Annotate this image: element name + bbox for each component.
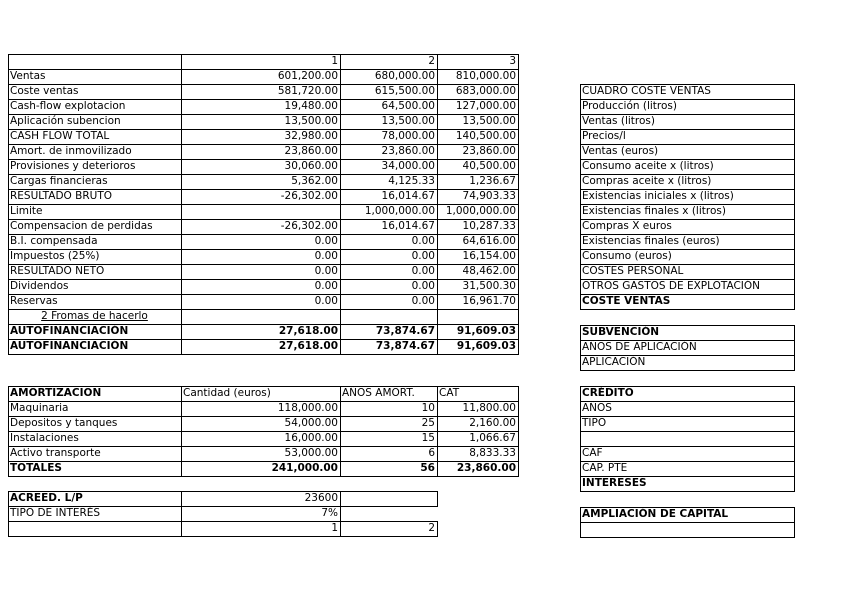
amort-value: 10 bbox=[421, 402, 435, 414]
autofin-value: 91,609.03 bbox=[456, 340, 516, 352]
grid-line bbox=[8, 476, 519, 477]
cuadro-item: Producción (litros) bbox=[582, 100, 677, 112]
grid-line bbox=[580, 309, 795, 310]
value-cell: 31,500.30 bbox=[462, 280, 516, 292]
grid-line bbox=[794, 507, 795, 538]
value-cell: 0.00 bbox=[411, 250, 435, 262]
credito-item: CAP. PTE bbox=[582, 462, 628, 474]
amort-total-label: TOTALES bbox=[10, 462, 62, 474]
credito-item: CAF bbox=[582, 447, 603, 459]
grid-line bbox=[8, 536, 438, 537]
value-cell: 78,000.00 bbox=[381, 130, 435, 142]
value-cell: 4,125.33 bbox=[388, 175, 435, 187]
tipo-interes-value: 7% bbox=[321, 507, 338, 519]
row-label: B.I. compensada bbox=[10, 235, 98, 247]
amort-total-value: 56 bbox=[420, 462, 435, 474]
amort-value: 16,000.00 bbox=[284, 432, 338, 444]
value-cell: 16,014.67 bbox=[381, 190, 435, 202]
cuadro-item: Ventas (euros) bbox=[582, 145, 659, 157]
subvencion-item: SUBVENCIÓN bbox=[582, 326, 660, 338]
cuadro-item: Existencias finales (euros) bbox=[582, 235, 720, 247]
value-cell: 680,000.00 bbox=[374, 70, 435, 82]
cuadro-item: Consumo aceite x (litros) bbox=[582, 160, 714, 172]
row-label: Aplicación subencion bbox=[10, 115, 121, 127]
row-label: RESULTADO NETO bbox=[10, 265, 105, 277]
value-cell: 601,200.00 bbox=[277, 70, 338, 82]
cuadro-item: Compras X euros bbox=[582, 220, 672, 232]
value-cell: 64,500.00 bbox=[381, 100, 435, 112]
value-cell: 0.00 bbox=[314, 280, 338, 292]
value-cell: 23,860.00 bbox=[284, 145, 338, 157]
amort-value: 118,000.00 bbox=[277, 402, 338, 414]
autofin-value: 27,618.00 bbox=[278, 340, 338, 352]
formas-note: 2 Fromas de hacerlo bbox=[41, 310, 148, 322]
value-cell: 140,500.00 bbox=[455, 130, 516, 142]
value-cell: 0.00 bbox=[411, 235, 435, 247]
amort-value: 25 bbox=[421, 417, 435, 429]
tipo-interes-label: TIPO DE INTERÉS bbox=[10, 507, 101, 519]
row-label: CASH FLOW TOTAL bbox=[10, 130, 110, 142]
value-cell: 0.00 bbox=[411, 295, 435, 307]
cuadro-item: Ventas (litros) bbox=[582, 115, 655, 127]
amort-value: 11,800.00 bbox=[462, 402, 516, 414]
value-cell: 16,154.00 bbox=[462, 250, 516, 262]
value-cell: 0.00 bbox=[314, 265, 338, 277]
value-cell: 0.00 bbox=[314, 250, 338, 262]
autofin-value: 91,609.03 bbox=[456, 325, 516, 337]
cuadro-item: Compras aceite x (litros) bbox=[582, 175, 712, 187]
amort-header: AMORTIZACION bbox=[10, 387, 102, 399]
value-cell: 615,500.00 bbox=[374, 85, 435, 97]
amort-header: Cantidad (euros) bbox=[183, 387, 271, 399]
grid-line bbox=[580, 370, 795, 371]
amort-label: Instalaciones bbox=[10, 432, 79, 444]
grid-line bbox=[580, 537, 795, 538]
value-cell: 23,860.00 bbox=[462, 145, 516, 157]
amort-value: 8,833.33 bbox=[469, 447, 516, 459]
value-cell: 23,860.00 bbox=[381, 145, 435, 157]
row-label: Coste ventas bbox=[10, 85, 79, 97]
credito-item: AÑOS bbox=[582, 402, 612, 414]
row-label: Cash-flow explotacion bbox=[10, 100, 126, 112]
amort-header: AÑOS AMORT. bbox=[342, 387, 415, 399]
autofin-value: 73,874.67 bbox=[375, 340, 435, 352]
autofin-value: 27,618.00 bbox=[278, 325, 338, 337]
ampliacion-capital-label: AMPLIACIÓN DE CAPITAL bbox=[582, 508, 729, 520]
value-cell: 48,462.00 bbox=[462, 265, 516, 277]
subvencion-item: AÑOS DE APLICACIÓN bbox=[582, 341, 697, 353]
value-cell: 1,236.67 bbox=[469, 175, 516, 187]
grid-line bbox=[8, 354, 519, 355]
cuadro-item: Consumo (euros) bbox=[582, 250, 672, 262]
value-cell: 64,616.00 bbox=[462, 235, 516, 247]
value-cell: 0.00 bbox=[314, 235, 338, 247]
value-cell: 30,060.00 bbox=[284, 160, 338, 172]
amort-value: 53,000.00 bbox=[284, 447, 338, 459]
value-cell: 19,480.00 bbox=[284, 100, 338, 112]
grid-line bbox=[437, 491, 438, 507]
value-cell: -26,302.00 bbox=[280, 190, 338, 202]
value-cell: 16,014.67 bbox=[381, 220, 435, 232]
amort-total-value: 23,860.00 bbox=[456, 462, 516, 474]
amort-header: CAT bbox=[439, 387, 460, 399]
autofin-value: 73,874.67 bbox=[375, 325, 435, 337]
value-cell: 10,287.33 bbox=[462, 220, 516, 232]
cuadro-item: OTROS GASTOS DE EXPLOTACIÓN bbox=[582, 280, 761, 292]
row-label: Impuestos (25%) bbox=[10, 250, 100, 262]
cuadro-item: CUADRO COSTE VENTAS bbox=[582, 85, 711, 97]
intereses-label: INTERESES bbox=[582, 477, 647, 489]
grid-line bbox=[794, 325, 795, 371]
amort-value: 2,160.00 bbox=[469, 417, 516, 429]
amort-value: 15 bbox=[421, 432, 435, 444]
col-header: 3 bbox=[509, 55, 516, 67]
subvencion-item: APLICACIÓN bbox=[582, 356, 646, 368]
value-cell: 13,500.00 bbox=[284, 115, 338, 127]
row-label: Provisiones y deterioros bbox=[10, 160, 136, 172]
cuadro-item: Existencias finales x (litros) bbox=[582, 205, 726, 217]
row-label: RESULTADO BRUTO bbox=[10, 190, 113, 202]
amort-value: 1,066.67 bbox=[469, 432, 516, 444]
value-cell: 0.00 bbox=[411, 265, 435, 277]
row-label: Dividendos bbox=[10, 280, 69, 292]
row-label: Cargas financieras bbox=[10, 175, 108, 187]
value-cell: 127,000.00 bbox=[455, 100, 516, 112]
grid-line bbox=[794, 386, 795, 492]
amort-total-value: 241,000.00 bbox=[271, 462, 338, 474]
value-cell: 0.00 bbox=[314, 295, 338, 307]
amort-value: 6 bbox=[428, 447, 435, 459]
row-label: Reservas bbox=[10, 295, 58, 307]
autofin-label: AUTOFINANCIACIÓN bbox=[10, 325, 129, 337]
value-cell: 581,720.00 bbox=[277, 85, 338, 97]
value-cell: 5,362.00 bbox=[291, 175, 338, 187]
value-cell: 0.00 bbox=[411, 280, 435, 292]
value-cell: 40,500.00 bbox=[462, 160, 516, 172]
col-header: 2 bbox=[428, 55, 435, 67]
value-cell: -26,302.00 bbox=[280, 220, 338, 232]
acreed-value: 23600 bbox=[304, 492, 338, 504]
period-1: 1 bbox=[331, 522, 338, 534]
period-2: 2 bbox=[428, 522, 435, 534]
row-label: Amort. de inmovilizado bbox=[10, 145, 132, 157]
value-cell: 13,500.00 bbox=[462, 115, 516, 127]
amort-value: 54,000.00 bbox=[284, 417, 338, 429]
coste-ventas-label: COSTE VENTAS bbox=[582, 295, 671, 307]
amort-label: Depositos y tanques bbox=[10, 417, 118, 429]
grid-line bbox=[437, 521, 438, 537]
value-cell: 13,500.00 bbox=[381, 115, 435, 127]
cuadro-item: Precios/l bbox=[582, 130, 626, 142]
value-cell: 32,980.00 bbox=[284, 130, 338, 142]
row-label: Ventas bbox=[10, 70, 46, 82]
grid-line bbox=[580, 522, 795, 523]
value-cell: 16,961.70 bbox=[462, 295, 516, 307]
row-label: Limite bbox=[10, 205, 43, 217]
grid-line bbox=[794, 84, 795, 310]
grid-line bbox=[518, 54, 519, 355]
value-cell: 810,000.00 bbox=[455, 70, 516, 82]
acreed-label: ACREED. L/P bbox=[10, 492, 83, 504]
credito-item: TIPO bbox=[582, 417, 607, 429]
amort-label: Maquinaria bbox=[10, 402, 69, 414]
value-cell: 74,903.33 bbox=[462, 190, 516, 202]
value-cell: 683,000.00 bbox=[455, 85, 516, 97]
autofin-label: AUTOFINANCIACIÓN bbox=[10, 340, 129, 352]
credito-item: CRÉDITO bbox=[582, 387, 634, 399]
cuadro-item: COSTES PERSONAL bbox=[582, 265, 684, 277]
cuadro-item: Existencias iniciales x (litros) bbox=[582, 190, 734, 202]
value-cell bbox=[181, 204, 340, 219]
credito-item bbox=[580, 431, 794, 446]
amort-label: Activo transporte bbox=[10, 447, 101, 459]
value-cell: 1,000,000.00 bbox=[445, 205, 516, 217]
value-cell: 1,000,000.00 bbox=[364, 205, 435, 217]
col-header: 1 bbox=[331, 55, 338, 67]
row-label: Compensacion de perdidas bbox=[10, 220, 153, 232]
grid-line bbox=[580, 491, 795, 492]
value-cell: 34,000.00 bbox=[381, 160, 435, 172]
grid-line bbox=[518, 386, 519, 477]
